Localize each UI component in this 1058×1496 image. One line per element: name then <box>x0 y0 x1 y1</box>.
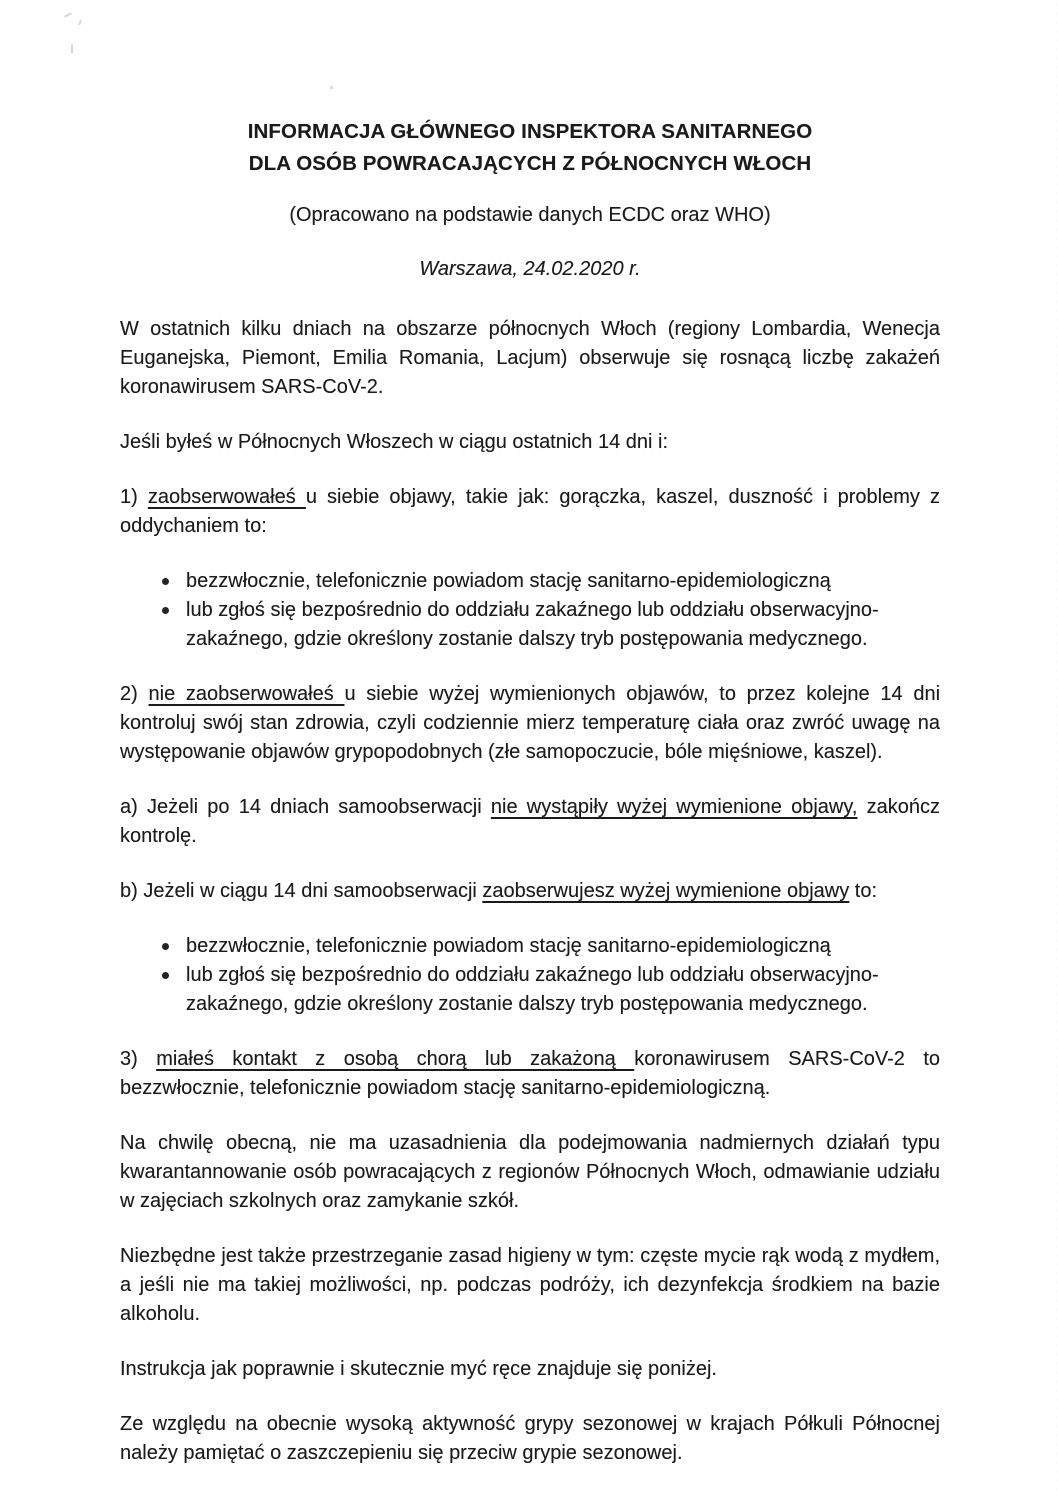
bullet-icon <box>162 943 169 950</box>
document-title <box>120 116 940 180</box>
bullet-text: lub zgłoś się bezpośrednio do oddziału zakaźnego lub oddziału obserwacyjno-zakaźnego, gdzie określony zostanie dalszy tryb postępowania medycznego. <box>186 599 879 650</box>
item2-underlined: nie zaobserwowałeś <box>148 683 345 705</box>
sub-b-rest: to: <box>849 880 878 902</box>
document-subtitle: (Opracowano na podstawie danych ECDC oraz WHO) <box>289 204 771 226</box>
list-item <box>120 961 940 1019</box>
item2-rest: u siebie wyżej wymienionych objawów, to przez kolejne 14 dni kontroluj swój stan zdrowia, czyli codziennie mierz temperaturę ciała oraz zwróć uwagę na występowanie objawów grypopodobnych (złe samopoczucie, bóle mięśniowe, kaszel). <box>120 683 941 763</box>
document-title-line2: DLA OSÓB POWRACAJĄCYCH Z PÓŁNOCNYCH WŁOCH <box>248 152 812 175</box>
document-title-line1: INFORMACJA GŁÓWNEGO INSPEKTORA SANITARNEGO <box>247 120 813 143</box>
sub-a-lead: a) Jeżeli po 14 dniach samoobserwacji <box>120 796 491 818</box>
bullet-list-2 <box>120 932 940 1019</box>
pencil-mark <box>64 12 72 18</box>
item3-number: 3) <box>120 1048 157 1070</box>
paragraph-item-2 <box>120 680 940 767</box>
bullet-icon <box>162 607 169 614</box>
paragraph-instruction: Instrukcja jak poprawnie i skutecznie myć ręce znajduje się poniżej. <box>120 1358 717 1380</box>
paragraph-item-1 <box>120 483 940 541</box>
paragraph-quarantine: Na chwilę obecną, nie ma uzasadnienia dla podejmowania nadmiernych działań typu kwarantannowanie osób powracających z regionów Północnych Włoch, odmawianie udziału w zajęciach szkolnych oraz zamykanie szkół. <box>120 1132 940 1212</box>
bullet-text: bezzwłocznie, telefonicznie powiadom stację sanitarno-epidemiologiczną <box>186 935 831 957</box>
paragraph-item-3 <box>120 1045 940 1103</box>
item3-rest: koronawirusem SARS-CoV-2 to bezzwłocznie, telefonicznie powiadom stację sanitarno-epidemiologiczną. <box>120 1048 941 1099</box>
item1-number: 1) <box>120 486 148 508</box>
item1-underlined: zaobserwowałeś <box>147 486 306 508</box>
bullet-text: bezzwłocznie, telefonicznie powiadom stację sanitarno-epidemiologiczną <box>186 570 831 592</box>
paragraph-sub-b <box>120 877 940 906</box>
paragraph-intro: W ostatnich kilku dniach na obszarze północnych Włoch (regiony Lombardia, Wenecja Euganejska, Piemont, Emilia Romania, Lacjum) obserwuje się rosnącą liczbę zakażeń koronawirusem SARS-CoV-2. <box>120 318 940 398</box>
item3-underlined: miałeś kontakt z osobą chorą lub zakażoną <box>156 1048 635 1070</box>
bullet-icon <box>162 578 169 585</box>
paragraph-sub-a <box>120 793 940 851</box>
bullet-icon <box>162 972 169 979</box>
pencil-mark <box>78 20 81 25</box>
document-dateline: Warszawa, 24.02.2020 r. <box>419 258 641 280</box>
list-item <box>120 596 940 654</box>
bullet-text: lub zgłoś się bezpośrednio do oddziału zakaźnego lub oddziału obserwacyjno-zakaźnego, gdzie określony zostanie dalszy tryb postępowania medycznego. <box>186 964 879 1015</box>
item1-rest: u siebie objawy, takie jak: gorączka, kaszel, duszność i problemy z oddychaniem to: <box>120 486 940 537</box>
sub-a-underlined: nie wystąpiły wyżej wymienione objawy, <box>490 796 858 818</box>
pencil-mark <box>71 44 73 53</box>
bullet-list-1 <box>120 567 940 654</box>
list-item <box>120 567 940 596</box>
paragraph-flu: Ze względu na obecnie wysoką aktywność grypy sezonowej w krajach Półkuli Północnej należy pamiętać o zaszczepieniu się przeciw grypie sezonowej. <box>120 1413 940 1464</box>
paragraph-condition-lead: Jeśli byłeś w Północnych Włoszech w ciągu ostatnich 14 dni i: <box>120 431 669 453</box>
item2-number: 2) <box>120 683 149 705</box>
scan-speck <box>330 86 333 89</box>
sub-b-lead: b) Jeżeli w ciągu 14 dni samoobserwacji <box>120 880 483 902</box>
list-item <box>120 932 940 961</box>
sub-a-rest: zakończ kontrolę. <box>120 796 940 847</box>
paragraph-hygiene: Niezbędne jest także przestrzeganie zasad higieny w tym: częste mycie rąk wodą z mydłem, a jeśli nie ma takiej możliwości, np. podczas podróży, ich dezynfekcja środkiem na bazie alkoholu. <box>120 1245 940 1325</box>
sub-b-underlined: zaobserwujesz wyżej wymienione objawy <box>482 880 850 902</box>
